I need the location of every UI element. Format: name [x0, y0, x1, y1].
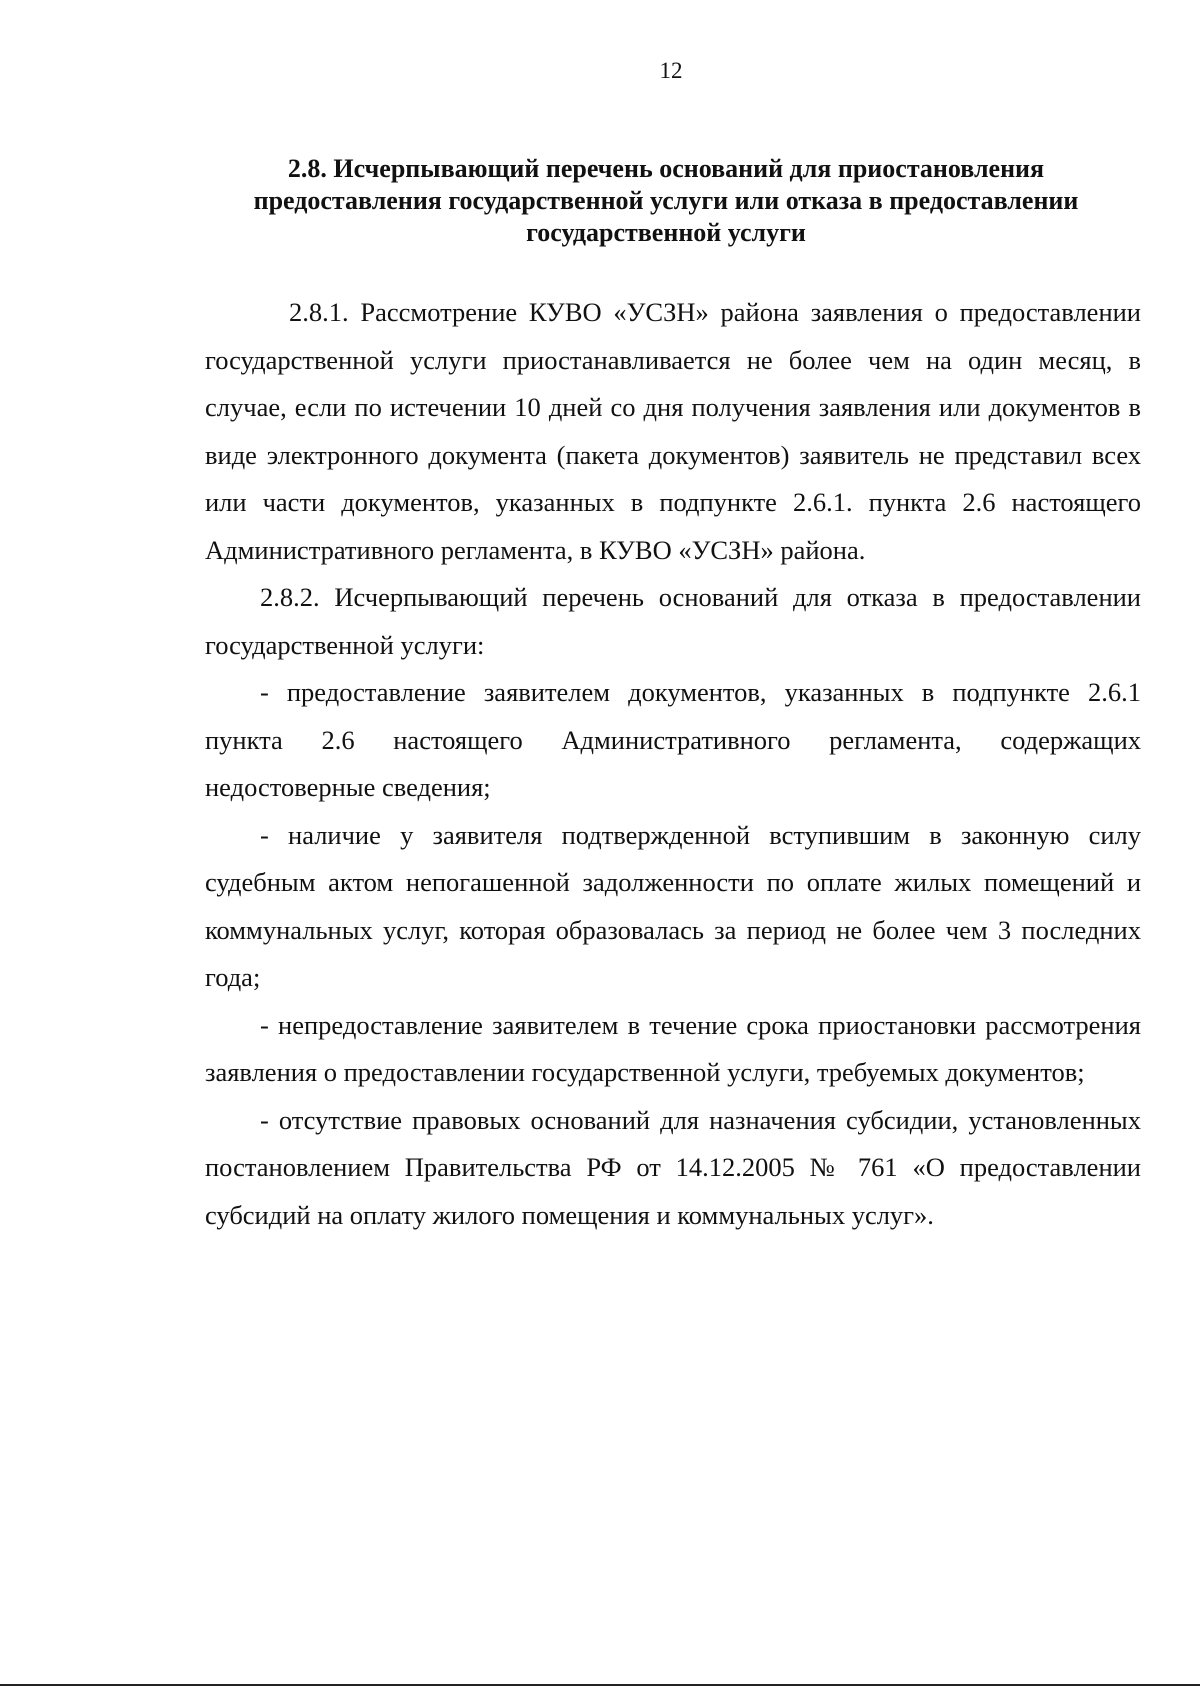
list-item-no-legal-grounds: - отсутствие правовых оснований для назначения субсидии, установленных постановлением Правительства РФ от 14.12.2005 № 761 «О предоставлении субсидий на оплату жилого помещения и коммунальных услуг».	[205, 1104, 1141, 1230]
section-heading-line-2: предоставления государственной услуги или отказа в предоставлении	[253, 186, 1079, 215]
section-heading-line-1: 2.8. Исчерпывающий перечень оснований для приостановления	[287, 154, 1045, 183]
section-heading	[205, 153, 1127, 249]
paragraph-2-8-2: 2.8.2. Исчерпывающий перечень оснований для отказа в предоставлении государственной услуги:	[205, 582, 1141, 660]
list-item-unreliable-documents: - предоставление заявителем документов, указанных в подпункте 2.6.1 пункта 2.6 настоящего Административного регламента, содержащих недостоверные сведения;	[205, 677, 1141, 802]
list-item-debt: - наличие у заявителя подтвержденной вступившим в законную силу судебным актом непогашенной задолженности по оплате жилых помещений и коммунальных услуг, которая образовалась за период не более чем 3 последних года;	[205, 819, 1141, 992]
paragraph-2-8-1: 2.8.1. Рассмотрение КУВО «УСЗН» района заявления о предоставлении государственной услуги приостанавливается не более чем на один месяц, в случае, если по истечении 10 дней со дня получения заявления или документов в виде электронного документа (пакета документов) заявитель не представил всех или части документов, указанных в подпункте 2.6.1. пункта 2.6 настоящего Административного регламента, в КУВО «УСЗН» района.	[205, 297, 1141, 565]
body-text	[205, 289, 1141, 1239]
page-number: 12	[659, 58, 683, 83]
bottom-rule	[0, 1684, 1200, 1686]
section-heading-line-3: государственной услуги	[526, 218, 806, 247]
list-item-missing-documents: - непредоставление заявителем в течение срока приостановки рассмотрения заявления о предоставлении государственной услуги, требуемых документов;	[205, 1009, 1141, 1087]
